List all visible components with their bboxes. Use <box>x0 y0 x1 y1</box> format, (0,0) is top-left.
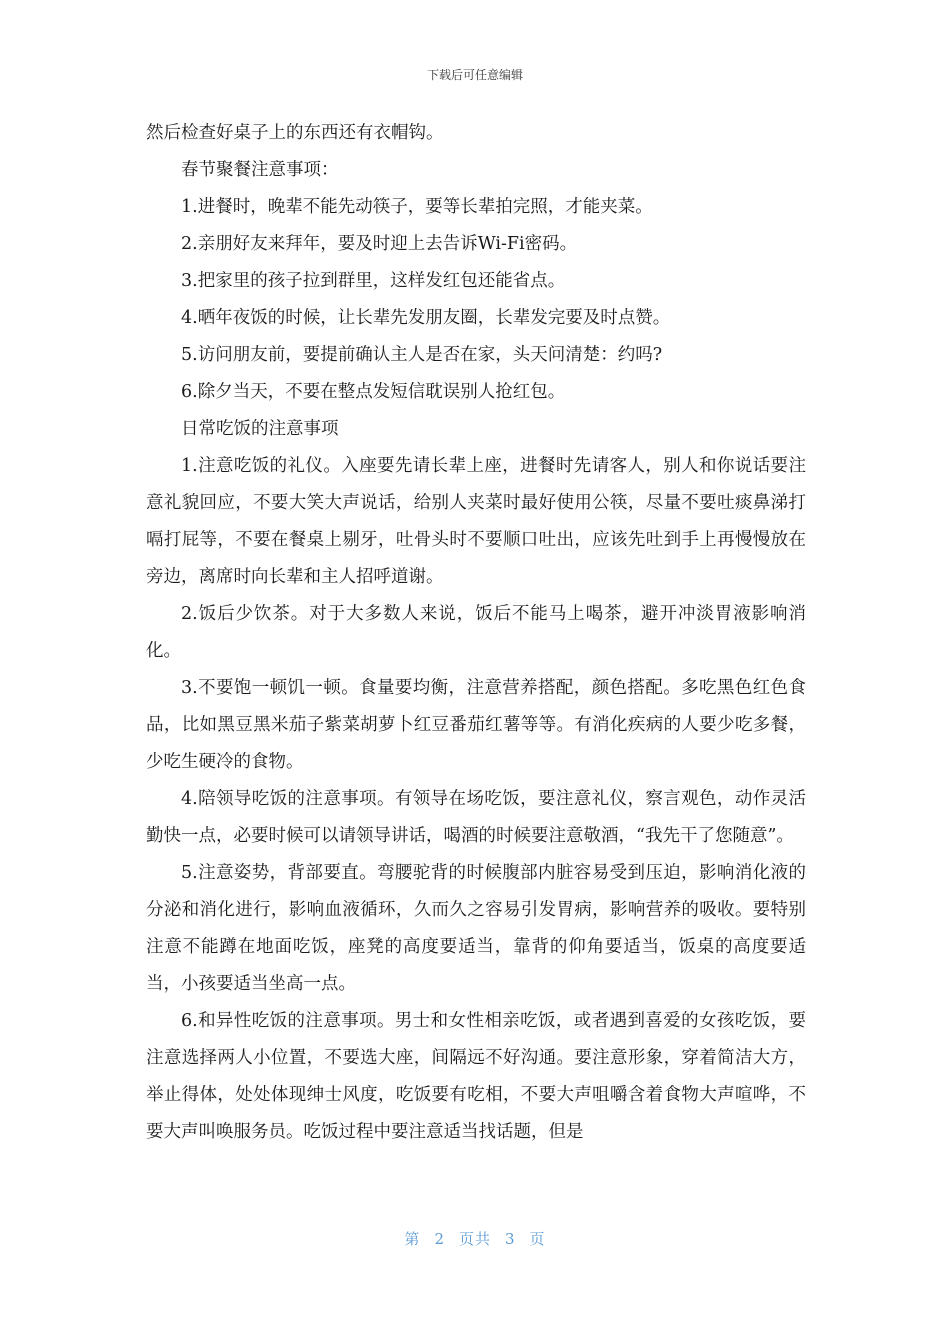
document-body <box>146 115 806 1151</box>
list-item: 1.进餐时，晚辈不能先动筷子，要等长辈拍完照，才能夹菜。 <box>181 197 653 217</box>
list-item: 6.除夕当天，不要在整点发短信耽误别人抢红包。 <box>181 382 566 402</box>
footer-page-number: 2 <box>434 1230 445 1248</box>
paragraph-continuation: 然后检查好桌子上的东西还有衣帽钩。 <box>146 123 444 143</box>
footer-total-pages: 3 <box>505 1230 516 1248</box>
section-heading-spring-festival: 春节聚餐注意事项： <box>181 160 339 180</box>
list-item: 5.注意姿势，背部要直。弯腰驼背的时候腹部内脏容易受到压迫，影响消化液的分泌和消化进行，影响血液循环，久而久之容易引发胃病，影响营养的吸收。要特别注意不能蹲在地面吃饭，座凳的高度要适当，靠背的仰角要适当，饭桌的高度要适当，小孩要适当坐高一点。 <box>146 863 806 994</box>
list-item: 6.和异性吃饭的注意事项。男士和女性相亲吃饭，或者遇到喜爱的女孩吃饭，要注意选择两人小位置，不要选大座，间隔远不好沟通。要注意形象，穿着简洁大方，举止得体，处处体现绅士风度，吃饭要有吃相，不要大声咀嚼含着食物大声喧哗，不要大声叫唤服务员。吃饭过程中要注意适当找话题，但是 <box>146 1011 806 1142</box>
footer-di: 第 <box>404 1230 421 1248</box>
page-footer <box>0 1228 950 1249</box>
list-item: 4.晒年夜饭的时候，让长辈先发朋友圈，长辈发完要及时点赞。 <box>181 308 671 328</box>
list-item: 2.饭后少饮茶。对于大多数人来说，饭后不能马上喝茶，避开冲淡胃液影响消化。 <box>146 604 806 661</box>
section-heading-daily-meals: 日常吃饭的注意事项 <box>181 419 339 439</box>
footer-ye-gong: 页共 <box>458 1230 491 1248</box>
footer-ye: 页 <box>529 1230 546 1248</box>
list-item: 3.不要饱一顿饥一顿。食量要均衡，注意营养搭配，颜色搭配。多吃黑色红色食品，比如黑豆黑米茄子紫菜胡萝卜红豆番茄红薯等等。有消化疾病的人要少吃多餐，少吃生硬冷的食物。 <box>146 678 806 772</box>
list-item: 5.访问朋友前，要提前确认主人是否在家，头天问清楚：约吗? <box>181 345 663 365</box>
list-item: 4.陪领导吃饭的注意事项。有领导在场吃饭，要注意礼仪，察言观色，动作灵活勤快一点，必要时候可以请领导讲话，喝酒的时候要注意敬酒，“我先干了您随意”。 <box>146 789 806 846</box>
list-item: 2.亲朋好友来拜年，要及时迎上去告诉Wi-Fi密码。 <box>181 234 578 254</box>
list-item: 3.把家里的孩子拉到群里，这样发红包还能省点。 <box>181 271 566 291</box>
list-item: 1.注意吃饭的礼仪。入座要先请长辈上座，进餐时先请客人，别人和你说话要注意礼貌回应，不要大笑大声说话，给别人夹菜时最好使用公筷，尽量不要吐痰鼻涕打嗝打屁等，不要在餐桌上剔牙，吐骨头时不要顺口吐出，应该先吐到手上再慢慢放在旁边，离席时向长辈和主人招呼道谢。 <box>146 456 806 587</box>
page-header: 下载后可任意编辑 <box>426 68 523 82</box>
